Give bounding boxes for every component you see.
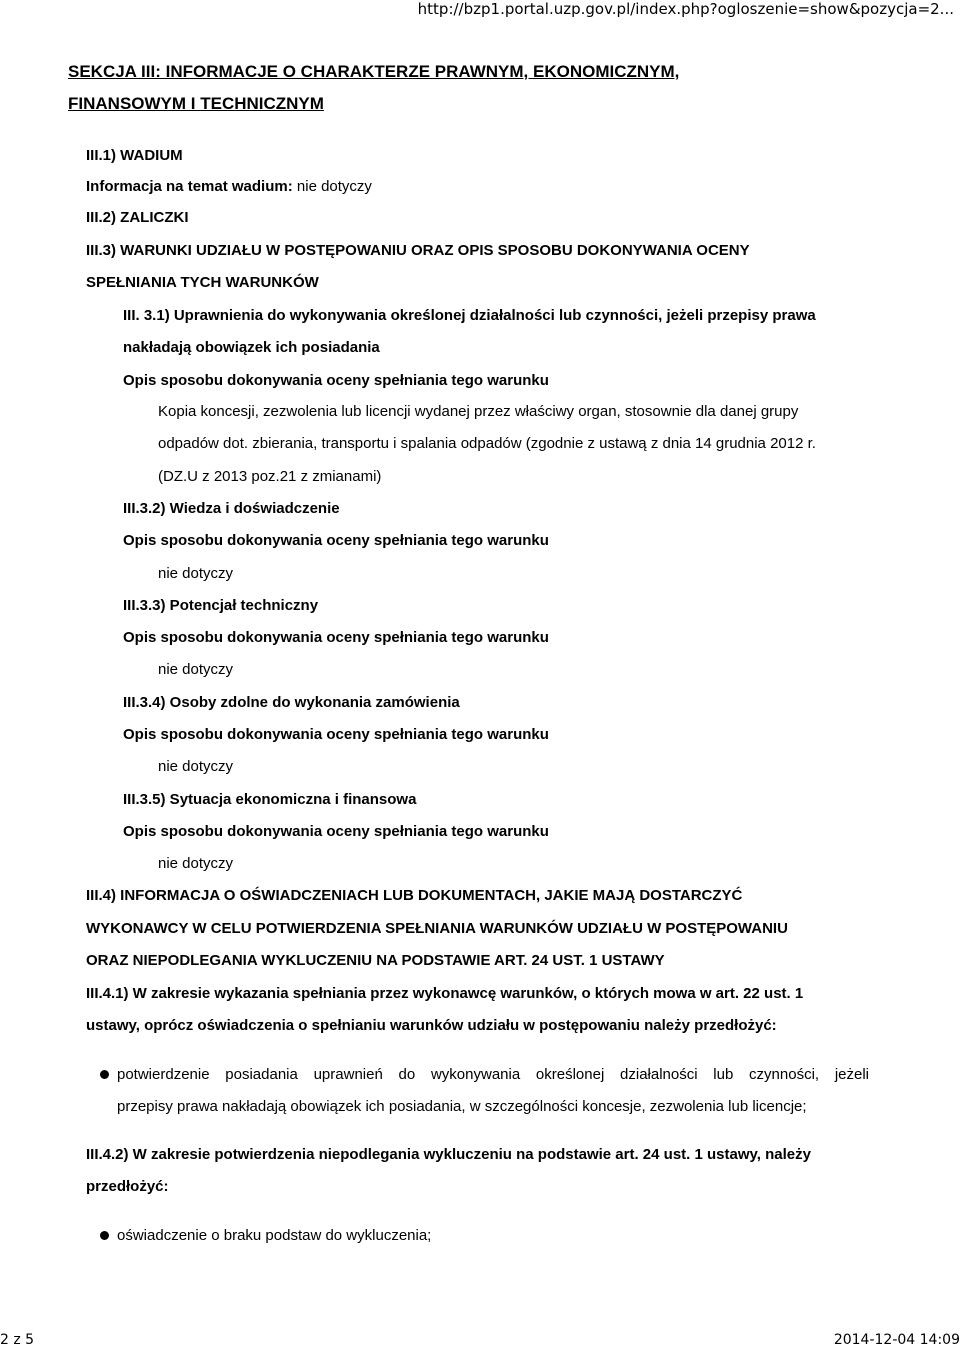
item-3-1-opis-label: Opis sposobu dokonywania oceny spełniania tego warunku	[123, 372, 549, 389]
print-datetime: 2014-12-04 14:09	[833, 1332, 960, 1348]
warunki-heading-line2: SPEŁNIANIA TYCH WARUNKÓW	[86, 274, 319, 291]
section-title-line1: SEKCJA III: INFORMACJE O CHARAKTERZE PRAWNYM, EKONOMICZNYM,	[68, 62, 680, 81]
dokumenty-heading-line3: ORAZ NIEPODLEGANIA WYKLUCZENIU NA PODSTAWIE ART. 24 UST. 1 USTAWY	[86, 952, 665, 969]
item-4-2-heading-line2: przedłożyć:	[86, 1178, 169, 1195]
wadium-info-value: nie dotyczy	[296, 178, 372, 195]
dokumenty-heading-line1: III.4) INFORMACJA O OŚWIADCZENIACH LUB DOKUMENTACH, JAKIE MAJĄ DOSTARCZYĆ	[86, 887, 743, 904]
item-4-1-bullet-line2: przepisy prawa nakładają obowiązek ich posiadania, w szczególności koncesje, zezwolenia lub licencje;	[117, 1098, 807, 1115]
section-title-line2: FINANSOWYM I TECHNICZNYM	[68, 94, 324, 113]
page-number: 2 z 5	[0, 1332, 35, 1348]
zaliczki-heading: III.2) ZALICZKI	[86, 209, 189, 226]
item-4-2-bullet-line1: oświadczenie o braku podstaw do wykluczenia;	[117, 1227, 432, 1244]
wadium-heading: III.1) WADIUM	[86, 147, 183, 164]
item-3-4-value: nie dotyczy	[158, 758, 234, 775]
item-3-3-opis-label: Opis sposobu dokonywania oceny spełniania tego warunku	[123, 629, 549, 646]
item-4-2-heading-line1: III.4.2) W zakresie potwierdzenia niepodlegania wykluczeniu na podstawie art. 24 ust. 1 ustawy, należy	[86, 1146, 811, 1163]
item-3-5-heading: III.3.5) Sytuacja ekonomiczna i finansowa	[123, 791, 417, 808]
wadium-info	[86, 178, 372, 195]
item-3-3-value: nie dotyczy	[158, 661, 234, 678]
dokumenty-heading-line2: WYKONAWCY W CELU POTWIERDZENIA SPEŁNIANIA WARUNKÓW UDZIAŁU W POSTĘPOWANIU	[86, 920, 788, 937]
item-3-1-text-line2: odpadów dot. zbierania, transportu i spalania odpadów (zgodnie z ustawą z dnia 14 grudnia 2012 r.	[158, 435, 816, 452]
item-3-1-text-line1: Kopia koncesji, zezwolenia lub licencji wydanej przez właściwy organ, stosownie dla danej grupy	[158, 403, 799, 420]
item-3-5-value: nie dotyczy	[158, 855, 234, 872]
bullet-dot-icon	[100, 1070, 109, 1079]
item-3-1-text-line3: (DZ.U z 2013 poz.21 z zmianami)	[158, 468, 382, 485]
item-3-2-value: nie dotyczy	[158, 565, 234, 582]
warunki-heading-line1: III.3) WARUNKI UDZIAŁU W POSTĘPOWANIU ORAZ OPIS SPOSOBU DOKONYWANIA OCENY	[86, 242, 750, 259]
page-url: http://bzp1.portal.uzp.gov.pl/index.php?ogloszenie=show&pozycja=2...	[417, 0, 954, 18]
item-4-1-bullet-line1: potwierdzenie posiadania uprawnień do wykonywania określonej działalności lub czynności, jeżeli	[117, 1066, 869, 1083]
item-3-1-heading-line1: III. 3.1) Uprawnienia do wykonywania określonej działalności lub czynności, jeżeli przepisy prawa	[123, 307, 816, 324]
item-3-4-heading: III.3.4) Osoby zdolne do wykonania zamówienia	[123, 694, 460, 711]
item-3-1-heading-line2: nakładają obowiązek ich posiadania	[123, 339, 380, 356]
item-4-1-heading-line2: ustawy, oprócz oświadczenia o spełnianiu warunków udziału w postępowaniu należy przedłożyć:	[86, 1017, 777, 1034]
item-3-3-heading: III.3.3) Potencjał techniczny	[123, 597, 319, 614]
item-3-5-opis-label: Opis sposobu dokonywania oceny spełniania tego warunku	[123, 823, 549, 840]
item-3-4-opis-label: Opis sposobu dokonywania oceny spełniania tego warunku	[123, 726, 549, 743]
wadium-info-label: Informacja na temat wadium:	[86, 178, 293, 195]
item-3-2-heading: III.3.2) Wiedza i doświadczenie	[123, 500, 340, 517]
item-4-1-heading-line1: III.4.1) W zakresie wykazania spełniania przez wykonawcę warunków, o których mowa w art. 22 ust. 1	[86, 985, 804, 1002]
item-3-2-opis-label: Opis sposobu dokonywania oceny spełniania tego warunku	[123, 532, 549, 549]
bullet-dot-icon	[100, 1231, 109, 1240]
